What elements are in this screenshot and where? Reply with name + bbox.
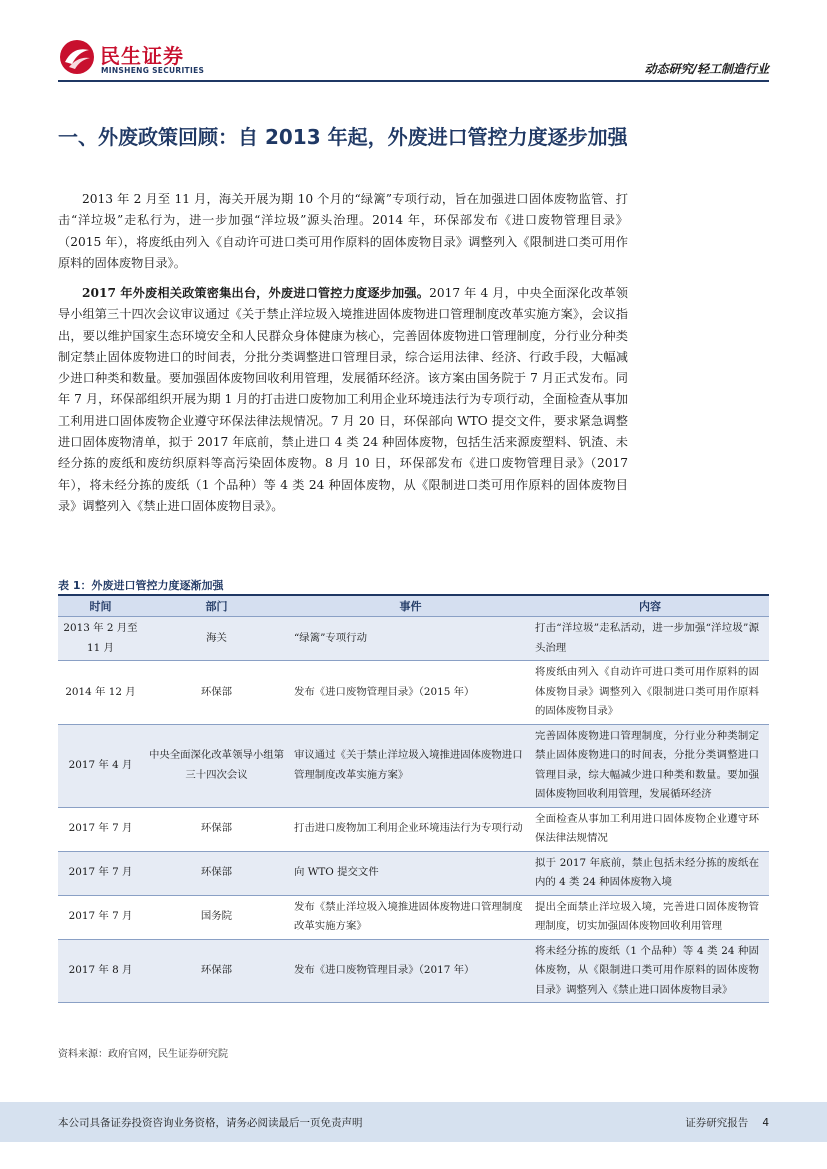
cell-time: 2017 年 7 月 — [58, 895, 143, 939]
table-row — [58, 939, 769, 1003]
header-dept: 部门 — [143, 596, 290, 617]
paragraph-policy-2017 — [58, 283, 628, 517]
brand-name-en: MINSHENG SECURITIES — [101, 66, 205, 75]
header-time: 时间 — [58, 596, 143, 617]
cell-time: 2017 年 8 月 — [58, 939, 143, 1003]
company-logo — [58, 38, 208, 78]
policy-table — [58, 596, 769, 1003]
cell-content: 打击“洋垃圾”走私活动，进一步加强“洋垃圾”源头治理 — [531, 617, 769, 661]
cell-time: 2017 年 7 月 — [58, 851, 143, 895]
page-number: 4 — [762, 1117, 769, 1129]
cell-content: 将未经分拣的废纸（1 个品种）等 4 类 24 种固体废物，从《限制进口类可用作原料的固体废物目录》调整列入《禁止进口固体废物目录》 — [531, 939, 769, 1003]
cell-event: 打击进口废物加工利用企业环境违法行为专项行动 — [290, 807, 531, 851]
table-row — [58, 661, 769, 725]
table-row — [58, 724, 769, 807]
cell-event: 发布《禁止洋垃圾入境推进固体废物进口管理制度改革实施方案》 — [290, 895, 531, 939]
cell-dept: 中央全面深化改革领导小组第三十四次会议 — [143, 724, 290, 807]
paragraph-policy-2013 — [58, 189, 628, 274]
cell-content: 拟于 2017 年底前，禁止包括未经分拣的废纸在内的 4 类 24 种固体废物入境 — [531, 851, 769, 895]
cell-dept: 环保部 — [143, 807, 290, 851]
cell-content: 全面检查从事加工利用进口固体废物企业遵守环保法律法规情况 — [531, 807, 769, 851]
cell-dept: 国务院 — [143, 895, 290, 939]
cell-time: 2017 年 7 月 — [58, 807, 143, 851]
footer-right — [685, 1115, 769, 1130]
cell-time: 2014 年 12 月 — [58, 661, 143, 725]
header-divider — [58, 80, 769, 82]
header-event: 事件 — [290, 596, 531, 617]
cell-dept: 环保部 — [143, 661, 290, 725]
cell-event: 发布《进口废物管理目录》（2015 年） — [290, 661, 531, 725]
logo-mark-icon — [58, 38, 96, 76]
table-row — [58, 807, 769, 851]
table-row — [58, 617, 769, 661]
cell-time: 2017 年 4 月 — [58, 724, 143, 807]
cell-time: 2013 年 2 月至 11 月 — [58, 617, 143, 661]
cell-event: 审议通过《关于禁止洋垃圾入境推进固体废物进口管理制度改革实施方案》 — [290, 724, 531, 807]
table-title: 表 1：外废进口管控力度逐渐加强 — [58, 579, 224, 592]
report-type: 动态研究/轻工制造行业 — [644, 62, 769, 76]
cell-content: 完善固体废物进口管理制度，分行业分种类制定禁止固体废物进口的时间表，分批分类调整进口管理目录，综大幅减少进口种类和数量。要加强固体废物回收利用管理，发展循环经济 — [531, 724, 769, 807]
header-content: 内容 — [531, 596, 769, 617]
page-header — [0, 0, 827, 82]
page-footer — [0, 1102, 827, 1142]
footer-disclaimer: 本公司具备证券投资咨询业务资格，请务必阅读最后一页免责声明 — [58, 1117, 363, 1129]
table-source: 资料来源：政府官网，民生证券研究院 — [58, 1049, 228, 1060]
table-header-row — [58, 596, 769, 617]
cell-dept: 海关 — [143, 617, 290, 661]
cell-dept: 环保部 — [143, 939, 290, 1003]
paragraph-text: 2013 年 2 月至 11 月，海关开展为期 10 个月的“绿篱”专项行动，旨在加强进口固体废物监管、打击“洋垃圾”走私行为，进一步加强“洋垃圾”源头治理。2014 年，环保部发布《进口废物管理目录》（2015 年），将废纸由列入《自动许可进口类可用作原料的固体废物目录》调整列入《限制进口类可用作原料的固体废物目录》。 — [58, 192, 628, 270]
cell-content: 提出全面禁止洋垃圾入境，完善进口固体废物管理制度，切实加强固体废物回收利用管理 — [531, 895, 769, 939]
cell-event: “绿篱”专项行动 — [290, 617, 531, 661]
paragraph-lead-bold: 2017 年外废相关政策密集出台，外废进口管控力度逐步加强。 — [82, 286, 430, 300]
cell-dept: 环保部 — [143, 851, 290, 895]
brand-name-cn: 民生证券 — [100, 44, 184, 68]
table-row — [58, 851, 769, 895]
footer-report-label: 证券研究报告 — [685, 1117, 749, 1129]
table-row — [58, 895, 769, 939]
cell-event: 向 WTO 提交文件 — [290, 851, 531, 895]
section-title: 一、外废政策回顾：自 2013 年起，外废进口管控力度逐步加强 — [58, 125, 628, 149]
cell-event: 发布《进口废物管理目录》（2017 年） — [290, 939, 531, 1003]
paragraph-text: 2017 年 4 月，中央全面深化改革领导小组第三十四次会议审议通过《关于禁止洋垃圾入境推进固体废物进口管理制度改革实施方案》，会议指出，要以维护国家生态环境安全和人民群众身体健康为核心，完善固体废物进口管理制度，分行业分种类制定禁止固体废物进口的时间表，分批分类调整进口管理目录，综合运用法律、经济、行政手段，大幅减少进口种类和数量。要加强固体废物回收利用管理，发展循环经济。该方案由国务院于 7 月正式发布。同年 7 月，环保部组织开展为期 1 月的打击进口废物加工利用企业环境违法行为专项行动，全面检查从事加工利用进口固体废物企业遵守环保法律法规情况。7 月 20 日，环保部向 WTO 提交文件，要求紧急调整进口固体废物清单，拟于 2017 年底前，禁止进口 4 类 24 种固体废物，包括生活来源废塑料、钒渣、未经分拣的废纸和废纺织原料等高污染固体废物。8 月 10 日，环保部发布《进口废物管理目录》（2017 年），将未经分拣的废纸（1 个品种）等 4 类 24 种固体废物，从《限制进口类可用作原料的固体废物目录》调整列入《禁止进口固体废物目录》。 — [58, 286, 628, 513]
cell-content: 将废纸由列入《自动许可进口类可用作原料的固体废物目录》调整列入《限制进口类可用作原料的固体废物目录》 — [531, 661, 769, 725]
